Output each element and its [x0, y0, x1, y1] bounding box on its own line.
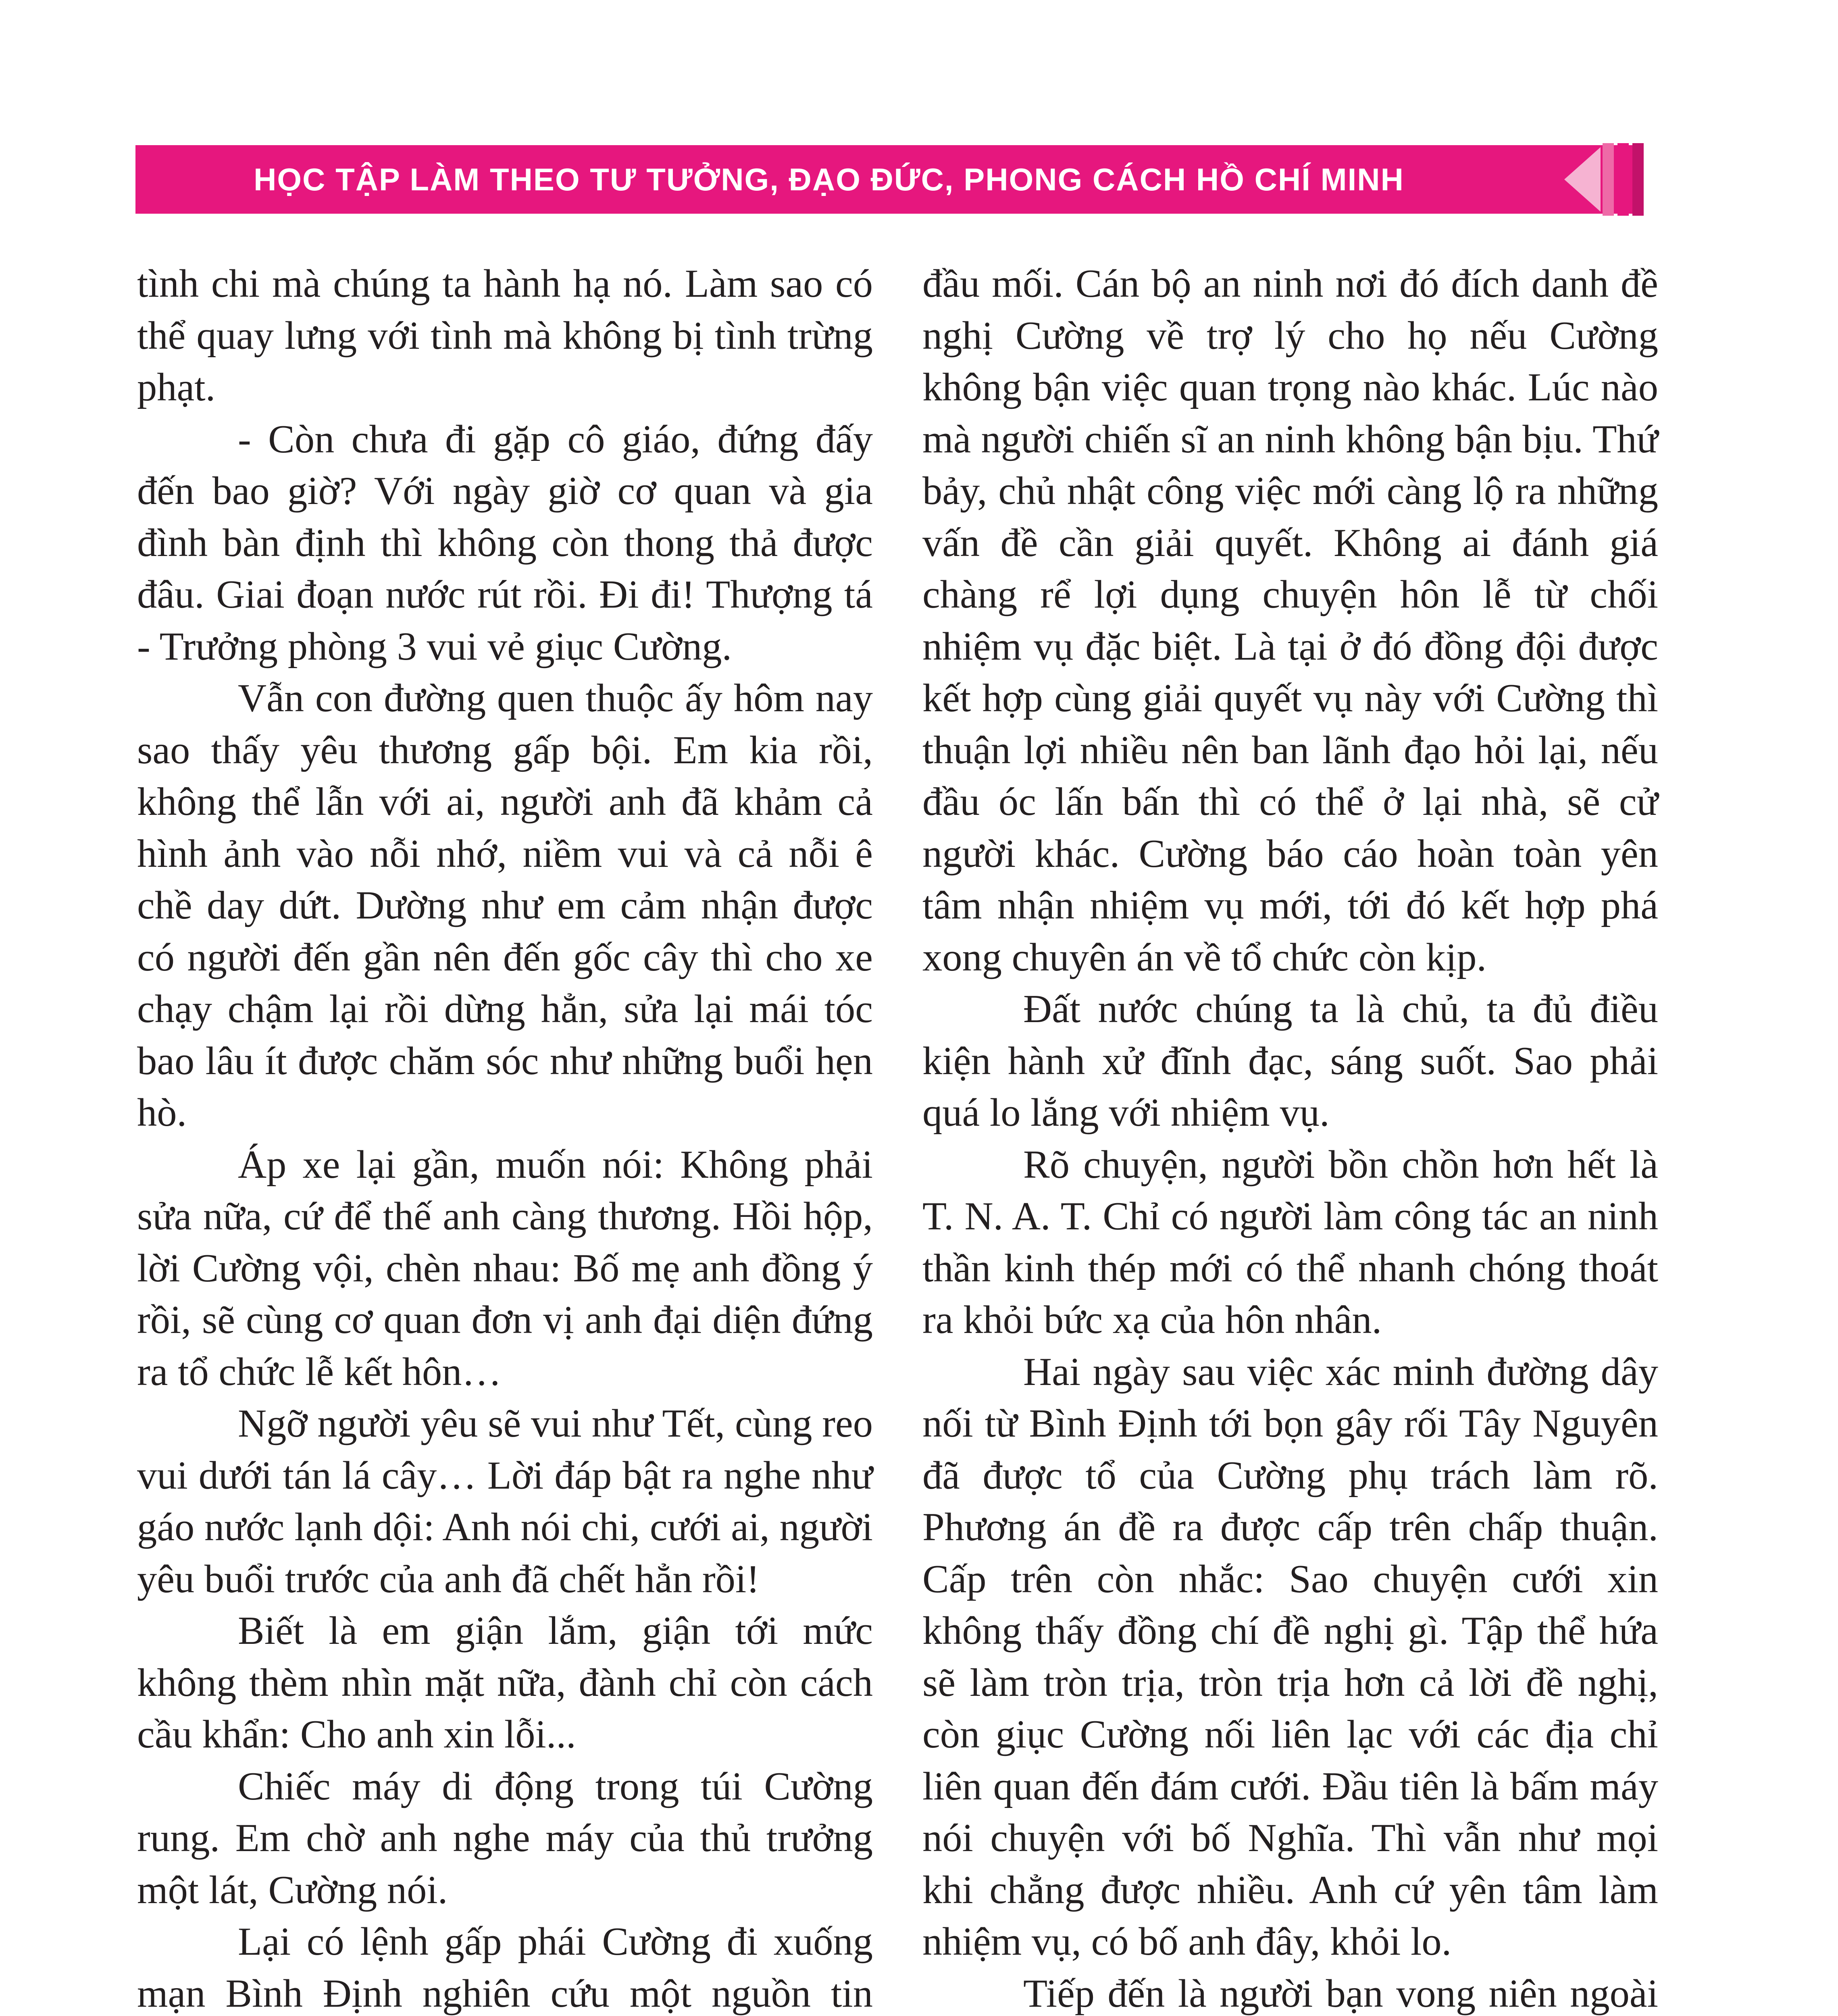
paragraph: Áp xe lại gần, muốn nói: Không phải sửa nữa, cứ để thế anh càng thương. Hồi hộp, lời Cường vội, chèn nhau: Bố mẹ anh đồng ý rồi, sẽ cùng cơ quan đơn vị anh đại diện đứng ra tổ chức lễ kết hôn…	[137, 1142, 873, 1394]
paragraph: tình chi mà chúng ta hành hạ nó. Làm sao có thể quay lưng với tình mà không bị tình trừng phạt.	[137, 262, 873, 409]
paragraph: Rõ chuyện, người bồn chồn hơn hết là T. N. A. T. Chỉ có người làm công tác an ninh thần kinh thép mới có thể nhanh chóng thoát ra khỏi bức xạ của hôn nhân.	[922, 1142, 1658, 1342]
article-column-left	[137, 258, 873, 2016]
paragraph: Biết là em giận lắm, giận tới mức không thèm nhìn mặt nữa, đành chỉ còn cách cầu khẩn: Cho anh xin lỗi...	[137, 1609, 873, 1756]
paragraph: Chiếc máy di động trong túi Cường rung. Em chờ anh nghe máy của thủ trưởng một lát, Cường nói.	[137, 1764, 873, 1912]
chevron-left-stripes-icon	[1564, 139, 1653, 220]
paragraph: Tiếp đến là người bạn vong niên ngoài	[1023, 1971, 1658, 2016]
section-header-band	[135, 145, 1643, 214]
paragraph: đầu mối. Cán bộ an ninh nơi đó đích danh đề nghị Cường về trợ lý cho họ nếu Cường không bận việc quan trọng nào khác. Lúc nào mà người chiến sĩ an ninh không bận bịu. Thứ bảy, chủ nhật công việc mới càng lộ ra những vấn đề cần giải quyết. Không ai đánh giá chàng rể lợi dụng chuyện hôn lễ từ chối nhiệm vụ đặc biệt. Là tại ở đó đồng đội được kết hợp cùng giải quyết vụ này với Cường thì thuận lợi nhiều nên ban lãnh đạo hỏi lại, nếu đầu óc lấn bấn thì có thể ở lại nhà, sẽ cử người khác. Cường báo cáo hoàn toàn yên tâm nhận nhiệm vụ mới, tới đó kết hợp phá xong chuyên án về tổ chức còn kịp.	[922, 262, 1658, 979]
paragraph: Ngỡ người yêu sẽ vui như Tết, cùng reo vui dưới tán lá cây… Lời đáp bật ra nghe như gáo nước lạnh dội: Anh nói chi, cưới ai, người yêu buổi trước của anh đã chết hẳn rồi!	[137, 1402, 873, 1601]
paragraph: - Còn chưa đi gặp cô giáo, đứng đấy đến bao giờ? Với ngày giờ cơ quan và gia đình bàn định thì không còn thong thả được đâu. Giai đoạn nước rút rồi. Đi đi! Thượng tá - Trưởng phòng 3 vui vẻ giục Cường.	[137, 417, 873, 669]
paragraph: Vẫn con đường quen thuộc ấy hôm nay sao thấy yêu thương gấp bội. Em kia rồi, không thể lẫn với ai, người anh đã khảm cả hình ảnh vào nỗi nhớ, niềm vui và cả nỗi ê chề day dứt. Dường như em cảm nhận được có người đến gần nên đến gốc cây thì cho xe chạy chậm lại rồi dừng hẳn, sửa lại mái tóc bao lâu ít được chăm sóc như những buổi hẹn hò.	[137, 676, 873, 1135]
paragraph: Hai ngày sau việc xác minh đường dây nối từ Bình Định tới bọn gây rối Tây Nguyên đã được tổ của Cường phụ trách làm rõ. Phương án đề ra được cấp trên chấp thuận. Cấp trên còn nhắc: Sao chuyện cưới xin không thấy đồng chí đề nghị gì. Tập thể hứa sẽ làm tròn trịa, tròn trịa hơn cả lời đề nghị, còn giục Cường nối liên lạc với các địa chỉ liên quan đến đám cưới. Đầu tiên là bấm máy nói chuyện với bố Nghĩa. Thì vẫn như mọi khi chẳng được nhiều. Anh cứ yên tâm làm nhiệm vụ, có bố anh đây, khỏi lo.	[922, 1350, 1658, 1964]
paragraph: Lại có lệnh gấp phái Cường đi xuống mạn Bình Định nghiên cứu một nguồn tin	[137, 1920, 873, 2016]
section-header-title: HỌC TẬP LÀM THEO TƯ TƯỞNG, ĐẠO ĐỨC, PHONG CÁCH HỒ CHÍ MINH	[254, 161, 1404, 197]
article-column-right	[922, 258, 1658, 2016]
paragraph: Đất nước chúng ta là chủ, ta đủ điều kiện hành xử đĩnh đạc, sáng suốt. Sao phải quá lo lắng với nhiệm vụ.	[922, 987, 1658, 1135]
